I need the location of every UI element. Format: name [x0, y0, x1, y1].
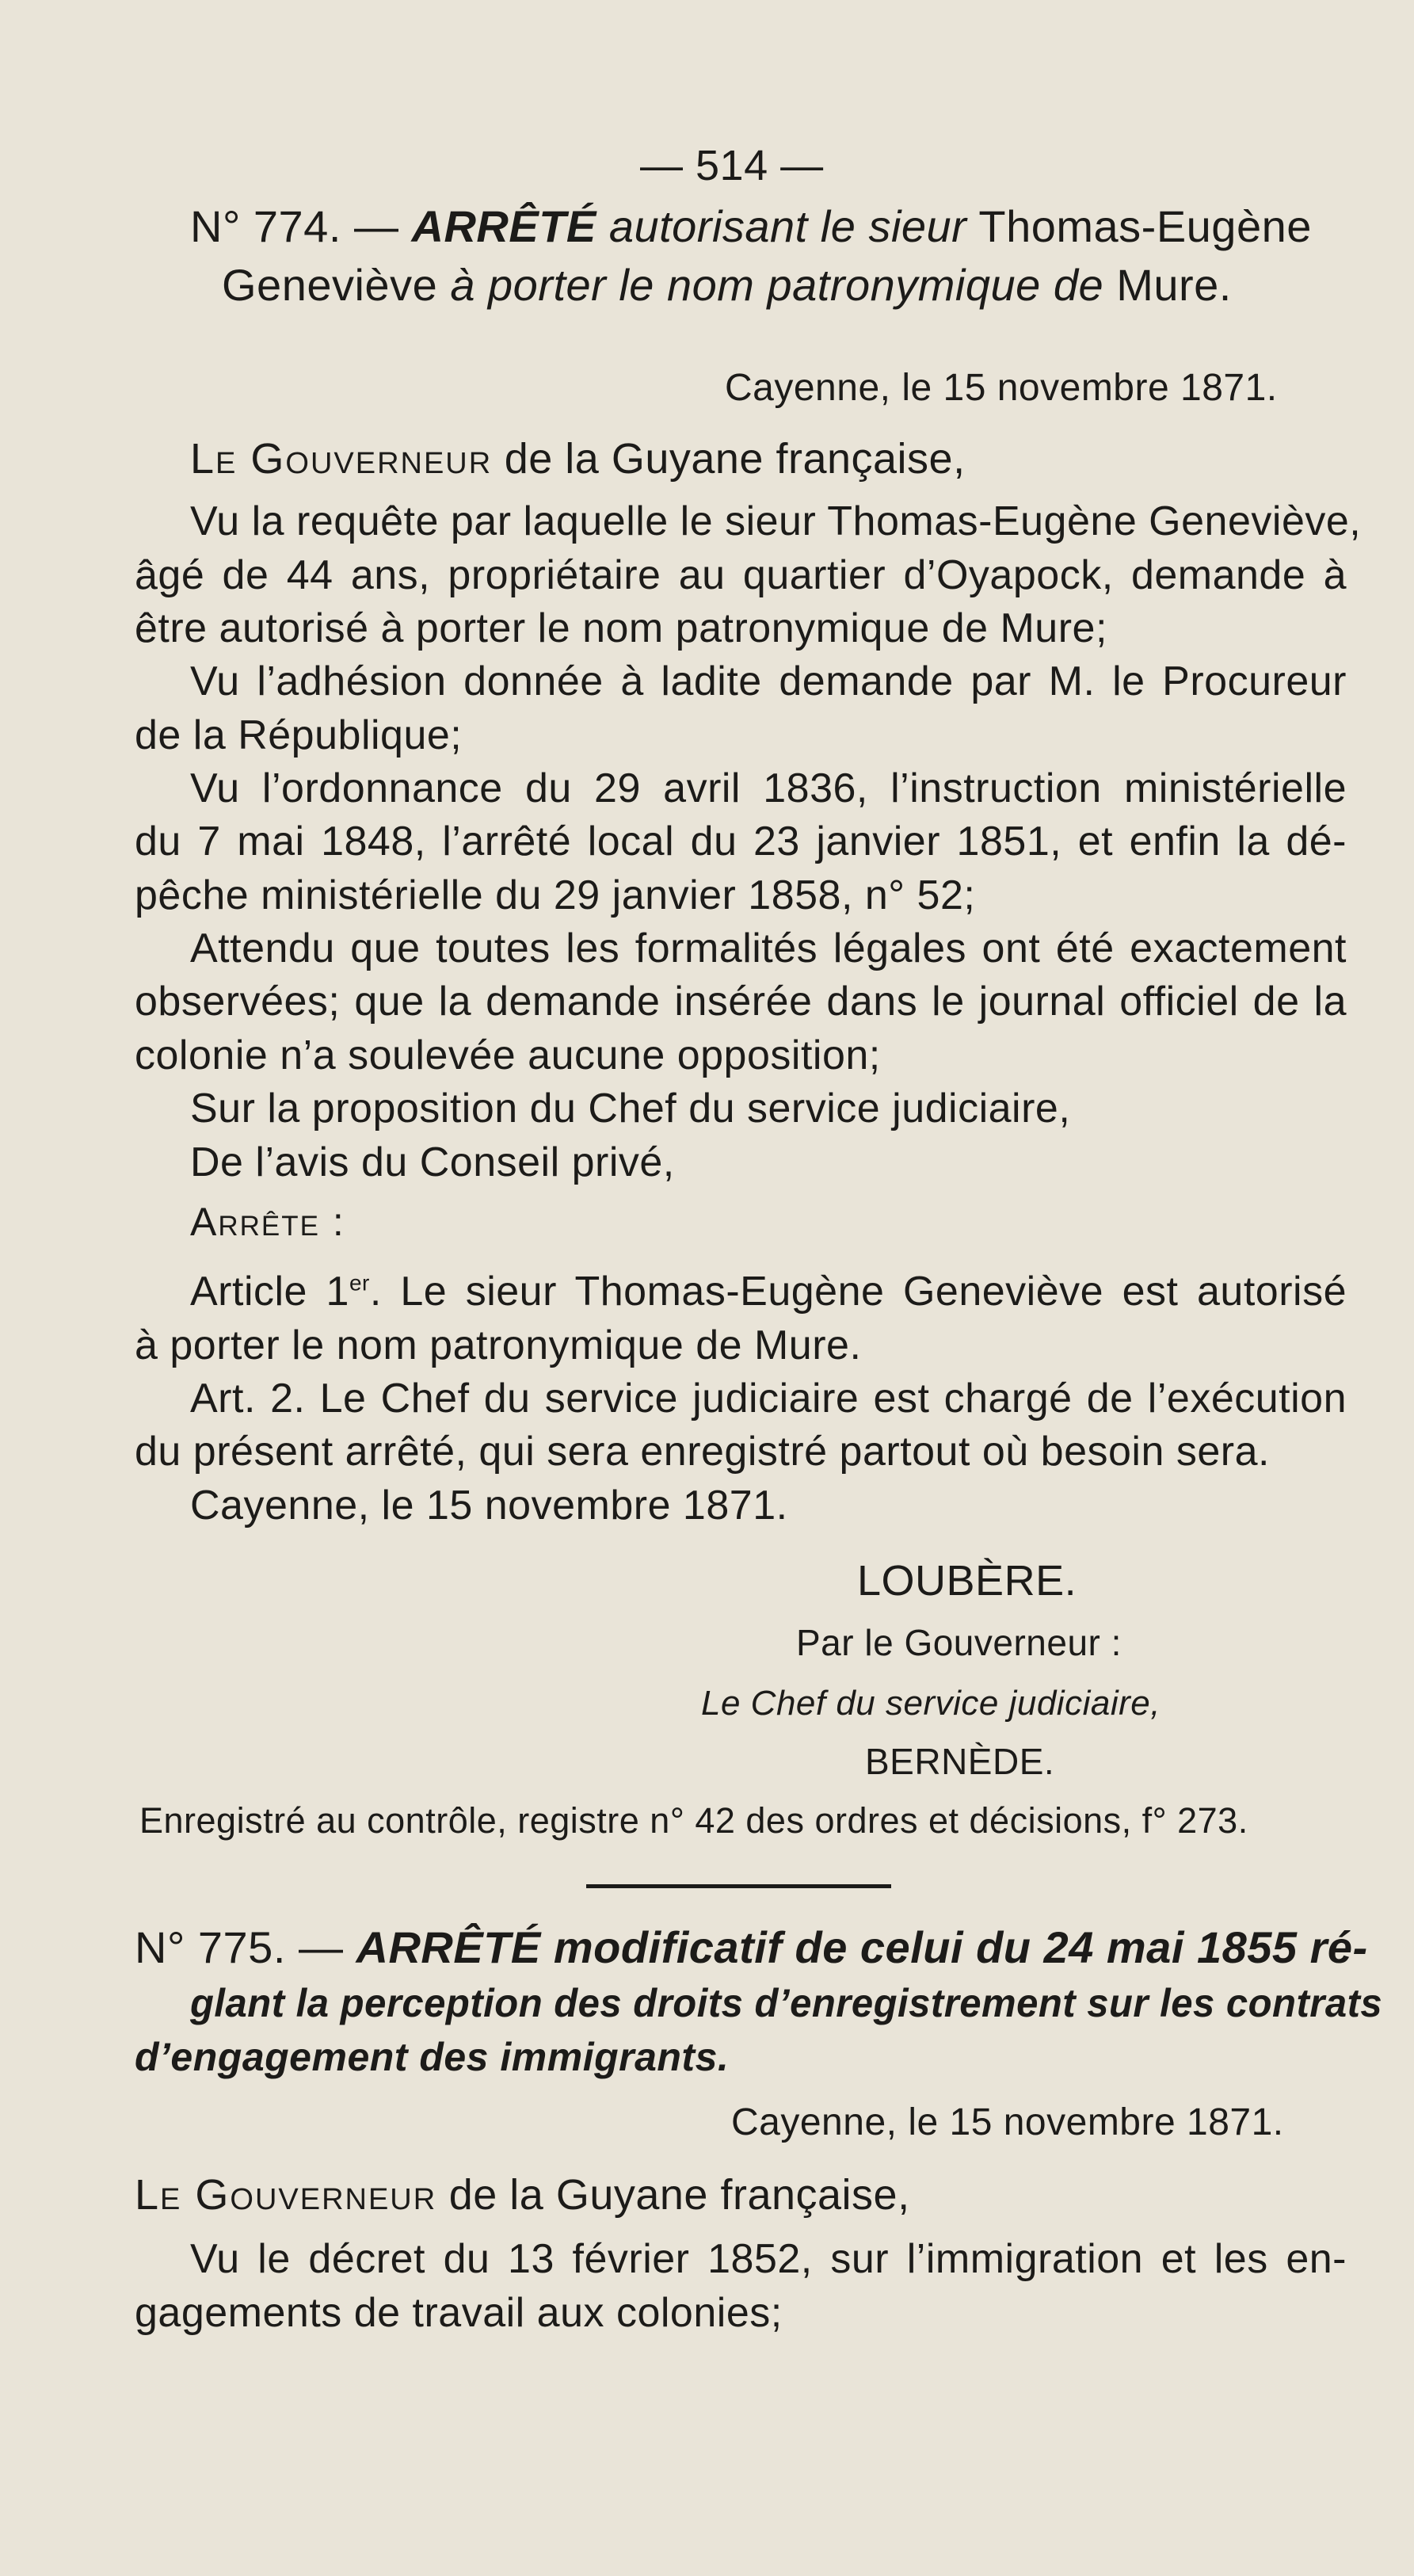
page-number: — 514 —: [640, 142, 824, 189]
governor-smallcaps-775: Le Gouverneur: [135, 2171, 437, 2219]
decree-774-governor: [190, 435, 966, 483]
decree-775-arrete: ARRÊTÉ: [356, 1922, 541, 1972]
decree-774-heading-line-2: [222, 260, 1232, 310]
article-1-superscript: er: [349, 1270, 370, 1296]
decree-774-p4-line-3: colonie n’a soulevée aucune opposition;: [135, 1032, 881, 1078]
decree-775-heading-line-2: glant la perception des droits d’enregistrement sur les contrats: [190, 1981, 1383, 2025]
decree-774-heading-italic-1: autorisant le sieur: [608, 201, 967, 251]
decree-774-p4-line-2: observées; que la demande insérée dans le journal officiel de la: [135, 979, 1347, 1025]
article-1-text: . Le sieur Thomas-Eugène Geneviève est autorisé: [369, 1269, 1347, 1315]
governor-rest-775: de la Guyane française,: [448, 2171, 910, 2219]
decree-774-p2-line-2: de la République;: [135, 712, 463, 758]
governor-smallcaps: Le Gouverneur: [190, 435, 493, 483]
decree-774-heading-name-2: Geneviève: [222, 260, 438, 310]
decree-774-p1-line-1: Vu la requête par laquelle le sieur Thomas-Eugène Geneviève,: [190, 498, 1362, 544]
decree-774-p3-line-3: pêche ministérielle du 29 janvier 1858, n° 52;: [135, 872, 976, 918]
decree-774-arrete: ARRÊTÉ: [411, 201, 596, 251]
decree-774-p3-line-2: du 7 mai 1848, l’arrêté local du 23 janvier 1851, et enfin la dé-: [135, 819, 1347, 864]
governor-rest: de la Guyane française,: [504, 435, 966, 483]
decree-774-heading-mure: Mure.: [1116, 260, 1232, 310]
decree-774-article-1-line-2: à porter le nom patronymique de Mure.: [135, 1322, 862, 1368]
decree-774-article-2-line-1: Art. 2. Le Chef du service judiciaire est chargé de l’exécution: [190, 1376, 1347, 1422]
decree-774-signature: LOUBÈRE.: [857, 1557, 1077, 1605]
decree-774-number: N° 774. —: [190, 201, 399, 251]
decree-774-heading-name: Thomas-Eugène: [978, 201, 1312, 251]
decree-774-p2-line-1: Vu l’adhésion donnée à ladite demande par M. le Procureur: [190, 658, 1347, 704]
decree-774-chef-name: BERNÈDE.: [865, 1741, 1055, 1782]
decree-774-heading-italic-2: à porter le nom patronymique de: [450, 260, 1104, 310]
decree-775-p1-line-2: gagements de travail aux colonies;: [135, 2290, 783, 2336]
decree-774-article-1-line-1: [190, 1269, 1347, 1315]
decree-774-p4-line-1: Attendu que toutes les formalités légales ont été exactement: [190, 925, 1347, 971]
decree-774-p3-line-1: Vu l’ordonnance du 29 avril 1836, l’instruction ministérielle: [190, 765, 1347, 811]
article-1-label: Article 1: [190, 1269, 349, 1315]
decree-775-heading-rest: modificatif de celui du 24 mai 1855 ré-: [553, 1922, 1368, 1972]
decree-774-article-2-line-2: du présent arrêté, qui sera enregistré partout où besoin sera.: [135, 1429, 1270, 1475]
decree-774-closing-date: Cayenne, le 15 novembre 1871.: [190, 1483, 788, 1528]
decree-774-chef-title: Le Chef du service judiciaire,: [701, 1684, 1161, 1723]
decree-775-dateline: Cayenne, le 15 novembre 1871.: [731, 2101, 1284, 2143]
decree-775-p1-line-1: Vu le décret du 13 février 1852, sur l’immigration et les en-: [190, 2236, 1347, 2282]
decree-774-heading-line-1: [190, 201, 1312, 251]
section-divider: [586, 1884, 891, 1888]
decree-774-registration: Enregistré au contrôle, registre n° 42 des ordres et décisions, f° 273.: [139, 1800, 1248, 1841]
decree-774-par-le-gouverneur: Par le Gouverneur :: [796, 1622, 1122, 1663]
decree-774-arrete-label: Arrête :: [190, 1200, 345, 1244]
decree-774-p1-line-3: être autorisé à porter le nom patronymique de Mure;: [135, 605, 1107, 651]
decree-775-number: N° 775. —: [135, 1922, 344, 1972]
decree-775-heading-line-3: d’engagement des immigrants.: [135, 2035, 730, 2079]
decree-775-heading-line-1: [135, 1922, 1368, 1972]
decree-774-dateline: Cayenne, le 15 novembre 1871.: [725, 367, 1278, 409]
decree-774-p5: Sur la proposition du Chef du service judiciaire,: [190, 1086, 1071, 1132]
decree-774-p1-line-2: âgé de 44 ans, propriétaire au quartier d’Oyapock, demande à: [135, 552, 1347, 598]
decree-774-p6: De l’avis du Conseil privé,: [190, 1139, 675, 1185]
decree-775-governor: [135, 2171, 910, 2219]
